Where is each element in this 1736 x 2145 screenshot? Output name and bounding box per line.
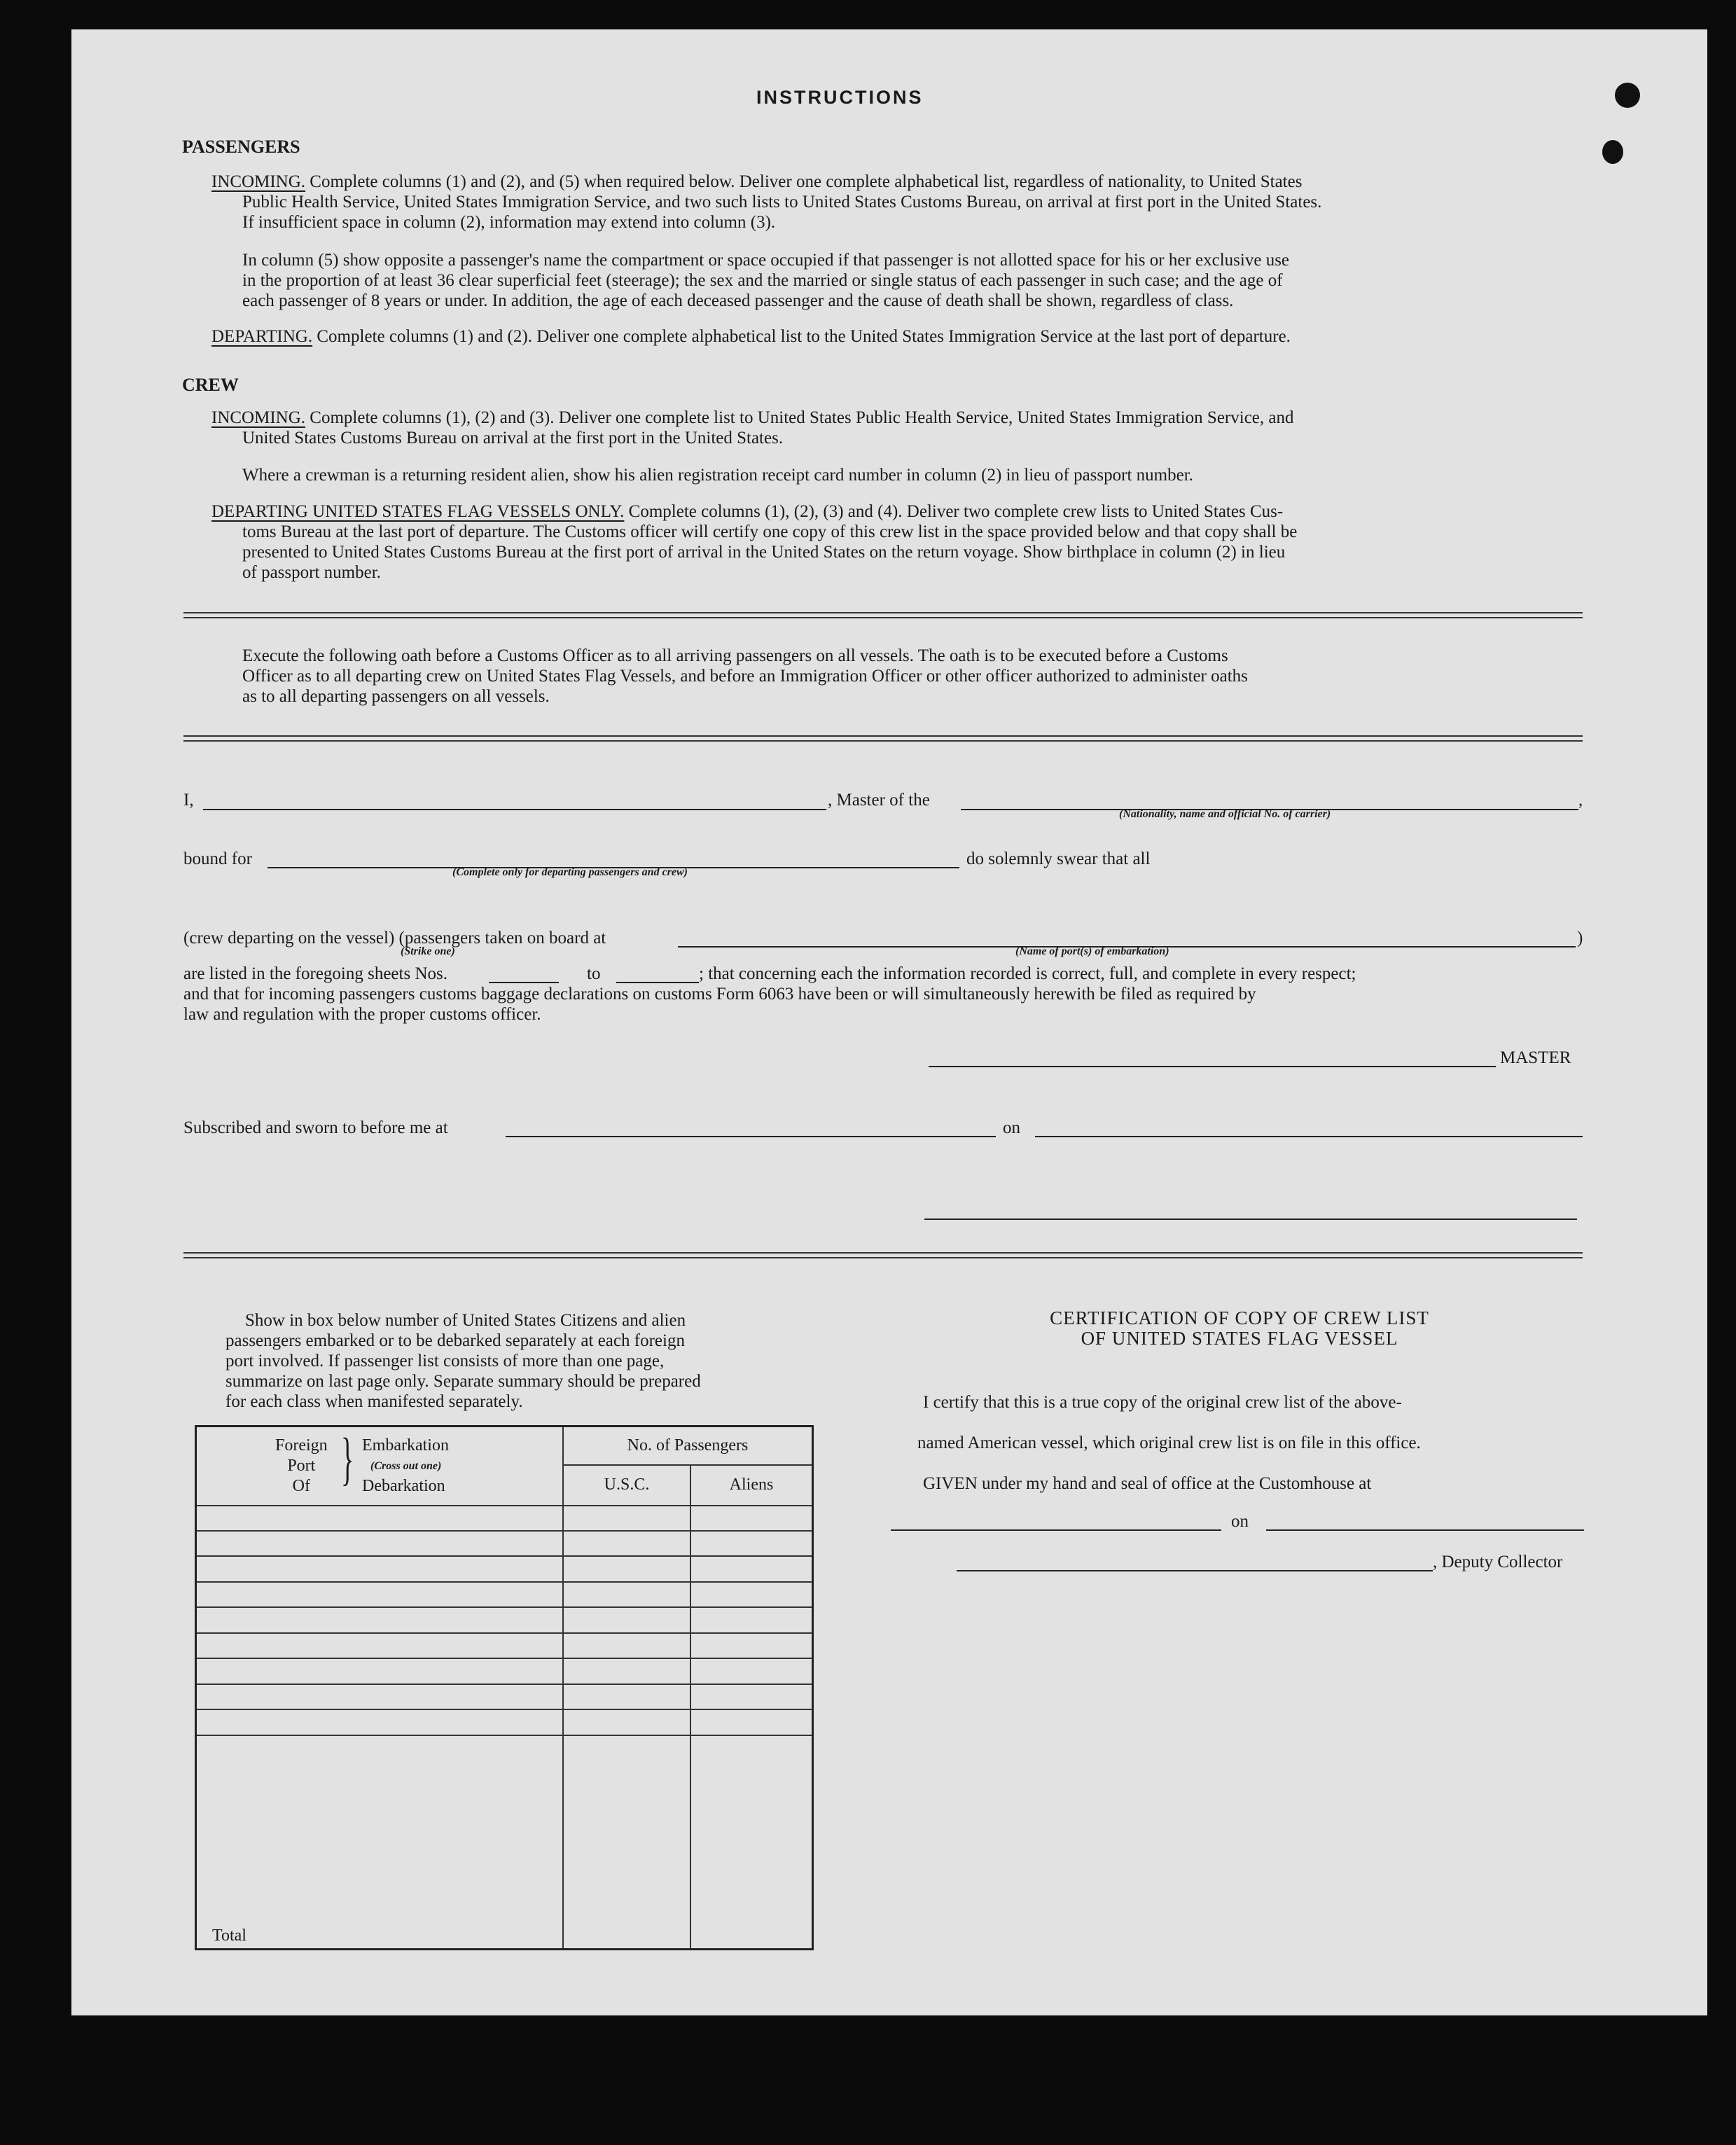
crew-departing-line4: of passport number. [242,563,381,582]
port-cell[interactable] [196,1658,564,1684]
crew-incoming-line2: United States Customs Bureau on arrival at the first port in the United States. [242,429,784,447]
col-of: Of [292,1477,310,1495]
aliens-cell[interactable] [690,1684,813,1709]
nationality-caption: (Nationality, name and official No. of carrier) [1119,808,1331,820]
sworn-place-field[interactable] [506,1122,996,1137]
bound-for-label: bound for [183,849,252,868]
total-usc-cell[interactable] [563,1735,690,1950]
summary-instr-line3: port involved. If passenger list consists of more than one page, [225,1352,665,1370]
on-label: on [1003,1118,1020,1137]
table-row [196,1709,813,1735]
cert-date-field[interactable] [1266,1515,1584,1531]
aliens-cell[interactable] [690,1531,813,1556]
certification-title-line2: OF UNITED STATES FLAG VESSEL [1081,1328,1398,1349]
bound-caption: (Complete only for departing passengers and crew) [452,866,688,878]
port-cell[interactable] [196,1556,564,1581]
total-aliens-cell[interactable] [690,1735,813,1950]
divider [183,612,1583,618]
sheet-to-field[interactable] [616,968,699,983]
listed-prefix: are listed in the foregoing sheets Nos. [183,964,447,983]
aliens-cell[interactable] [690,1633,813,1658]
aliens-cell[interactable] [690,1556,813,1581]
passengers-departing-label: DEPARTING. [211,327,313,346]
port-cell[interactable] [196,1582,564,1607]
port-cell[interactable] [196,1709,564,1735]
usc-cell[interactable] [563,1607,690,1632]
crew-departing-line2: toms Bureau at the last port of departure. The Customs officer will certify one copy of this crew list in the space provided below and that copy shall be [242,522,1298,541]
usc-cell[interactable] [563,1556,690,1581]
port-header-left [275,1436,328,1497]
crew-incoming: INCOMING. Complete columns (1), (2) and (3). Deliver one complete list to United States Public Health Service, United States Immigration Service, and [211,408,1294,427]
aliens-cell[interactable] [690,1582,813,1607]
crew-heading: CREW [182,375,239,395]
usc-cell[interactable] [563,1531,690,1556]
port-cell[interactable] [196,1633,564,1658]
passengers-incoming-line3: If insufficient space in column (2), information may extend into column (3). [242,213,776,232]
col-port: Port [287,1457,316,1475]
master-signature-field[interactable] [929,1052,1496,1067]
table-row [196,1556,813,1581]
port-cell[interactable] [196,1684,564,1709]
brace: } [341,1426,354,1492]
close-paren: ) [1577,929,1583,947]
aliens-cell[interactable] [690,1658,813,1684]
col-cross-out: (Cross out one) [370,1460,442,1472]
table-row [196,1531,813,1556]
port-cell[interactable] [196,1531,564,1556]
col-debarkation: Debarkation [362,1477,445,1495]
divider [183,1252,1583,1258]
oath-instr-line3: as to all departing passengers on all vessels. [242,687,550,706]
passengers-incoming: INCOMING. Complete columns (1) and (2), and (5) when required below. Deliver one complete alphabetical list, regardless of nationality, to United States [211,172,1303,191]
crew-departing: DEPARTING UNITED STATES FLAG VESSELS ONLY. Complete columns (1), (2), (3) and (4). Deliver two complete crew lists to United States Cus- [211,502,1284,521]
usc-header: U.S.C. [563,1465,690,1506]
table-row [196,1506,813,1531]
table-row [196,1607,813,1632]
certification-title-line1: CERTIFICATION OF COPY OF CREW LIST [1050,1307,1429,1328]
master-label: MASTER [1500,1048,1571,1067]
summary-instr-line1: Show in box below number of United States Citizens and alien [245,1311,686,1330]
strike-one-caption: (Strike one) [401,945,455,957]
summary-instr-line4: summarize on last page only. Separate summary should be prepared [225,1372,701,1391]
subscribed-label: Subscribed and sworn to before me at [183,1118,448,1137]
cert-line1: I certify that this is a true copy of the original crew list of the above- [923,1393,1402,1412]
divider [183,735,1583,742]
officer-signature-field[interactable] [924,1205,1577,1220]
master-name-field[interactable] [203,795,826,810]
passengers-departing: DEPARTING. Complete columns (1) and (2). Deliver one complete alphabetical list to the United States Immigration Service at the last port of departure. [211,327,1291,346]
table-row [196,1658,813,1684]
usc-cell[interactable] [563,1684,690,1709]
usc-cell[interactable] [563,1582,690,1607]
passengers-incoming-label: INCOMING. [211,172,306,191]
master-of-label: , Master of the [828,791,930,810]
total-label: Total [196,1735,564,1950]
sheet-from-field[interactable] [489,968,559,983]
page-title: INSTRUCTIONS [756,87,924,108]
swear-label: do solemnly swear that all [966,849,1151,868]
sworn-date-field[interactable] [1035,1122,1583,1137]
col-embarkation: Embarkation [362,1436,449,1455]
usc-cell[interactable] [563,1506,690,1531]
port-header-right [362,1436,449,1497]
certification-title [896,1308,1583,1349]
aliens-cell[interactable] [690,1607,813,1632]
customhouse-field[interactable] [891,1515,1221,1531]
to-label: to [587,964,601,983]
deputy-label: , Deputy Collector [1433,1553,1563,1571]
aliens-cell[interactable] [690,1709,813,1735]
cert-line2: named American vessel, which original crew list is on file in this office. [917,1434,1421,1452]
port-cell[interactable] [196,1607,564,1632]
usc-cell[interactable] [563,1658,690,1684]
crew-incoming-label: INCOMING. [211,408,306,427]
aliens-header: Aliens [690,1465,813,1506]
column5-line2: in the proportion of at least 36 clear superficial feet (steerage); the sex and the married or single status of each passenger in such case; and the age of [242,271,1283,290]
oath-instr-line1: Execute the following oath before a Customs Officer as to all arriving passengers on all vessels. The oath is to be executed before a Customs [242,646,1228,665]
passengers-incoming-line2: Public Health Service, United States Immigration Service, and two such lists to United States Customs Bureau, on arrival at first port in the United States. [242,193,1322,211]
deputy-signature-field[interactable] [957,1556,1433,1571]
passenger-summary-table [195,1425,814,1950]
usc-cell[interactable] [563,1633,690,1658]
oath-line2: and that for incoming passengers customs baggage declarations on customs Form 6063 have been or will simultaneously herewith be filed as required by [183,985,1256,1004]
aliens-cell[interactable] [690,1506,813,1531]
oath-line3: law and regulation with the proper customs officer. [183,1005,541,1024]
ink-spot [1602,140,1623,164]
cert-line3: GIVEN under my hand and seal of office at the Customhouse at [923,1474,1372,1493]
table-row [196,1582,813,1607]
passengers-heading: PASSENGERS [182,137,300,157]
column5-line3: each passenger of 8 years or under. In addition, the age of each deceased passenger and the cause of death shall be shown, regardless of class. [242,291,1234,310]
table-row [196,1633,813,1658]
oath-instr-line2: Officer as to all departing crew on United States Flag Vessels, and before an Immigration Officer or other officer authorized to administer oaths [242,667,1248,686]
port-cell[interactable] [196,1506,564,1531]
comma: , [1578,791,1583,810]
passengers-header: No. of Passengers [563,1426,813,1465]
listed-suffix: ; that concerning each the information recorded is correct, full, and complete in every respect; [699,964,1356,983]
summary-instr-line2: passengers embarked or to be debarked separately at each foreign [225,1331,685,1350]
ink-spot [1615,83,1640,108]
table-row [196,1684,813,1709]
crew-resident-text: Where a crewman is a returning resident alien, show his alien registration receipt card number in column (2) in lieu of passport number. [242,466,1193,485]
oath-i-label: I, [183,791,194,810]
ports-caption: (Name of port(s) of embarkation) [1015,945,1169,957]
total-row [196,1735,813,1950]
column5-line1: In column (5) show opposite a passenger's name the compartment or space occupied if that passenger is not allotted space for his or her exclusive use [242,251,1290,270]
port-header-cell [196,1426,564,1506]
usc-cell[interactable] [563,1709,690,1735]
crew-departing-label: DEPARTING UNITED STATES FLAG VESSELS ONLY. [211,502,625,521]
crew-departing-label: (crew departing on the vessel) (passengers taken on board at [183,929,606,947]
cert-on-label: on [1231,1512,1249,1531]
col-foreign: Foreign [275,1436,328,1455]
crew-departing-line3: presented to United States Customs Bureau at the first port of arrival in the United States on the return voyage. Show birthplace in column (2) in lieu [242,543,1286,562]
summary-instr-line5: for each class when manifested separately. [225,1392,523,1411]
